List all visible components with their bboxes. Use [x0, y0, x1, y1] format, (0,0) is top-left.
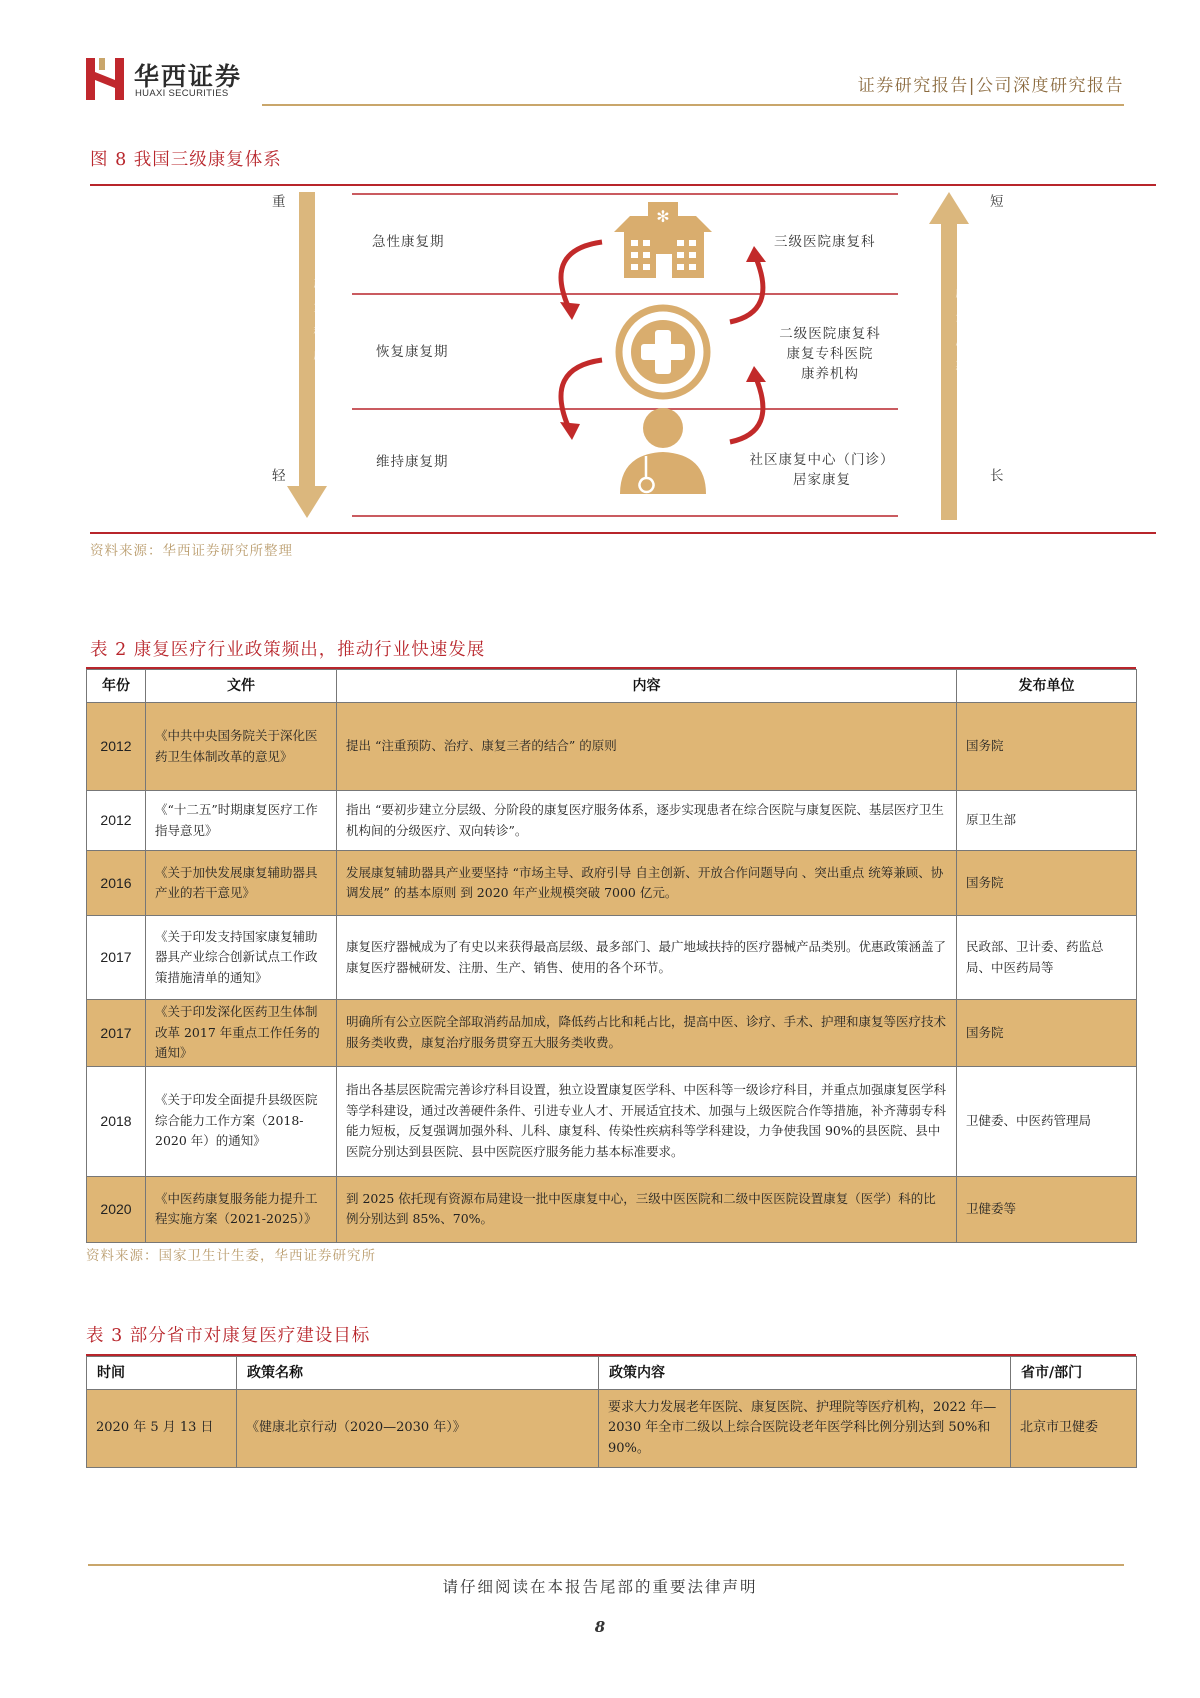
huaxi-logo-icon	[86, 58, 124, 100]
col-header-content: 内容	[337, 670, 957, 703]
stage-maintenance: 维持康复期	[376, 454, 449, 470]
rehab-system-diagram	[90, 188, 1150, 528]
row-year: 2017	[87, 1000, 146, 1067]
row-content: 到 2025 依托现有资源布局建设一批中医康复中心，三级中医医院和二级中医医院设置康复（医学）科的比例分别达到 85%、70%。	[337, 1176, 957, 1242]
figure-top-rule	[90, 184, 1156, 186]
table-row	[87, 1390, 1137, 1468]
row-year: 2017	[87, 916, 146, 1000]
row-content: 发展康复辅助器具产业要坚持 “市场主导、政府引导 自主创新、开放合作问题导向 、突出重点 统筹兼顾、协调发展” 的基本原则 到 2020 年产业规模突破 7000 亿元。	[337, 851, 957, 916]
col-header-policy-content: 政策内容	[599, 1357, 1011, 1390]
row-org: 原卫生部	[957, 791, 1137, 851]
figure-bottom-rule	[90, 532, 1156, 534]
row-year: 2012	[87, 791, 146, 851]
header-divider	[262, 104, 1124, 106]
row-content: 指出 “要初步建立分层级、分阶段的康复医疗服务体系，逐步实现患者在综合医院与康复医院、基层医疗卫生机构间的分级医疗、双向转诊”。	[337, 791, 957, 851]
severity-axis-label	[300, 278, 322, 388]
row-doc: 《关于加快发展康复辅助器具产业的若干意见》	[146, 851, 337, 916]
row-content: 要求大力发展老年医院、康复医院、护理院等医疗机构，2022 年—2030 年全市二级以上综合医院设老年医学科比例分别达到 50%和 90%。	[599, 1390, 1011, 1468]
table2-caption: 表 2 康复医疗行业政策频出，推动行业快速发展	[90, 640, 486, 660]
severity-high-label: 重	[272, 194, 287, 210]
province-goals-table	[86, 1356, 1137, 1468]
institution-secondary: 二级医院康复科 康复专科医院 康养机构	[779, 326, 881, 382]
stage-acute: 急性康复期	[372, 234, 445, 250]
row-year: 2020	[87, 1176, 146, 1242]
svg-text:✻: ✻	[656, 207, 670, 226]
row-content: 指出各基层医院需完善诊疗科目设置，独立设置康复医学科、中医科等一级诊疗科目，并重点加强康复医学科等学科建设，通过改善硬件条件、引进专业人才、开展适宜技术、加强与上级医院合作等措施，补齐薄弱专科能力短板，反复强调加强外科、儿科、康复科、传染性疾病科等学科建设，力争使我国 90%的县医院、县中医院分别达到县医院、县中医院医疗服务能力基本标准要求。	[337, 1066, 957, 1176]
row-org: 国务院	[957, 703, 1137, 791]
doctor-icon	[620, 408, 706, 494]
institution-tertiary: 三级医院康复科	[774, 234, 876, 250]
row-content: 明确所有公立医院全部取消药品加成，降低药占比和耗占比，提高中医、诊疗、手术、护理和康复等医疗技术服务类收费，康复治疗服务贯穿五大服务类收费。	[337, 1000, 957, 1067]
row-content: 康复医疗器械成为了有史以来获得最高层级、最多部门、最广地域扶持的医疗器械产品类别。优惠政策涵盖了康复医疗器械研发、注册、生产、销售、使用的各个环节。	[337, 916, 957, 1000]
severity-axis-text: 严重程度	[311, 278, 322, 374]
table-row	[87, 851, 1137, 916]
col-header-year: 年份	[87, 670, 146, 703]
col-header-date: 时间	[87, 1357, 237, 1390]
table-row	[87, 1066, 1137, 1176]
row-year: 2018	[87, 1066, 146, 1176]
institution-community: 社区康复中心（门诊） 居家康复	[749, 452, 895, 488]
hospital-icon	[614, 202, 712, 278]
row-doc: 《关于印发全面提升县级医院综合能力工作方案（2018-2020 年）的通知》	[146, 1066, 337, 1176]
table2-source: 资料来源：国家卫生计生委，华西证券研究所	[86, 1248, 376, 1264]
figure-caption: 图 8 我国三级康复体系	[90, 150, 282, 170]
row-content: 提出 “注重预防、治疗、康复三者的结合” 的原则	[337, 703, 957, 791]
brand-name-cn: 华西证券	[134, 62, 243, 91]
row-date: 2020 年 5 月 13 日	[87, 1390, 237, 1468]
severity-low-label: 轻	[272, 468, 287, 484]
table-row	[87, 1176, 1137, 1242]
figure-source: 资料来源：华西证券研究所整理	[90, 543, 293, 559]
row-org: 国务院	[957, 851, 1137, 916]
brand-name-en: HUAXI SECURITIES	[135, 88, 229, 99]
row-doc: 《关于印发深化医药卫生体制改革 2017 年重点工作任务的通知》	[146, 1000, 337, 1067]
col-header-department: 省市/部门	[1011, 1357, 1137, 1390]
table-row	[87, 703, 1137, 791]
cycle-axis-label	[942, 288, 964, 398]
row-org: 国务院	[957, 1000, 1137, 1067]
cycle-axis-text: 康复周期	[953, 288, 964, 384]
row-org: 民政部、卫计委、药监总局、中医药局等	[957, 916, 1137, 1000]
row-org: 卫健委等	[957, 1176, 1137, 1242]
col-header-org: 发布单位	[957, 670, 1137, 703]
row-department: 北京市卫健委	[1011, 1390, 1137, 1468]
report-type: 证券研究报告|公司深度研究报告	[857, 76, 1124, 96]
footer-divider	[88, 1564, 1124, 1566]
row-doc: 《“十二五”时期康复医疗工作指导意见》	[146, 791, 337, 851]
table-row	[87, 916, 1137, 1000]
row-org: 卫健委、中医药管理局	[957, 1066, 1137, 1176]
cycle-long-label: 长	[990, 468, 1005, 484]
row-doc: 《中医药康复服务能力提升工程实施方案（2021-2025）》	[146, 1176, 337, 1242]
row-doc: 《中共中央国务院关于深化医药卫生体制改革的意见》	[146, 703, 337, 791]
row-year: 2016	[87, 851, 146, 916]
col-header-doc: 文件	[146, 670, 337, 703]
row-year: 2012	[87, 703, 146, 791]
stage-recovery: 恢复康复期	[376, 344, 449, 360]
row-policy: 《健康北京行动（2020—2030 年）》	[237, 1390, 599, 1468]
legal-disclaimer: 请仔细阅读在本报告尾部的重要法律声明	[442, 1578, 758, 1596]
row-doc: 《关于印发支持国家康复辅助器具产业综合创新试点工作政策措施清单的通知》	[146, 916, 337, 1000]
table3-caption: 表 3 部分省市对康复医疗建设目标	[86, 1326, 371, 1346]
cycle-short-label: 短	[990, 194, 1005, 210]
table-row	[87, 791, 1137, 851]
policy-table	[86, 669, 1137, 1243]
col-header-policy: 政策名称	[237, 1357, 599, 1390]
table-row	[87, 1000, 1137, 1067]
page-number: 8	[594, 1618, 606, 1636]
medical-cross-icon	[619, 308, 707, 396]
